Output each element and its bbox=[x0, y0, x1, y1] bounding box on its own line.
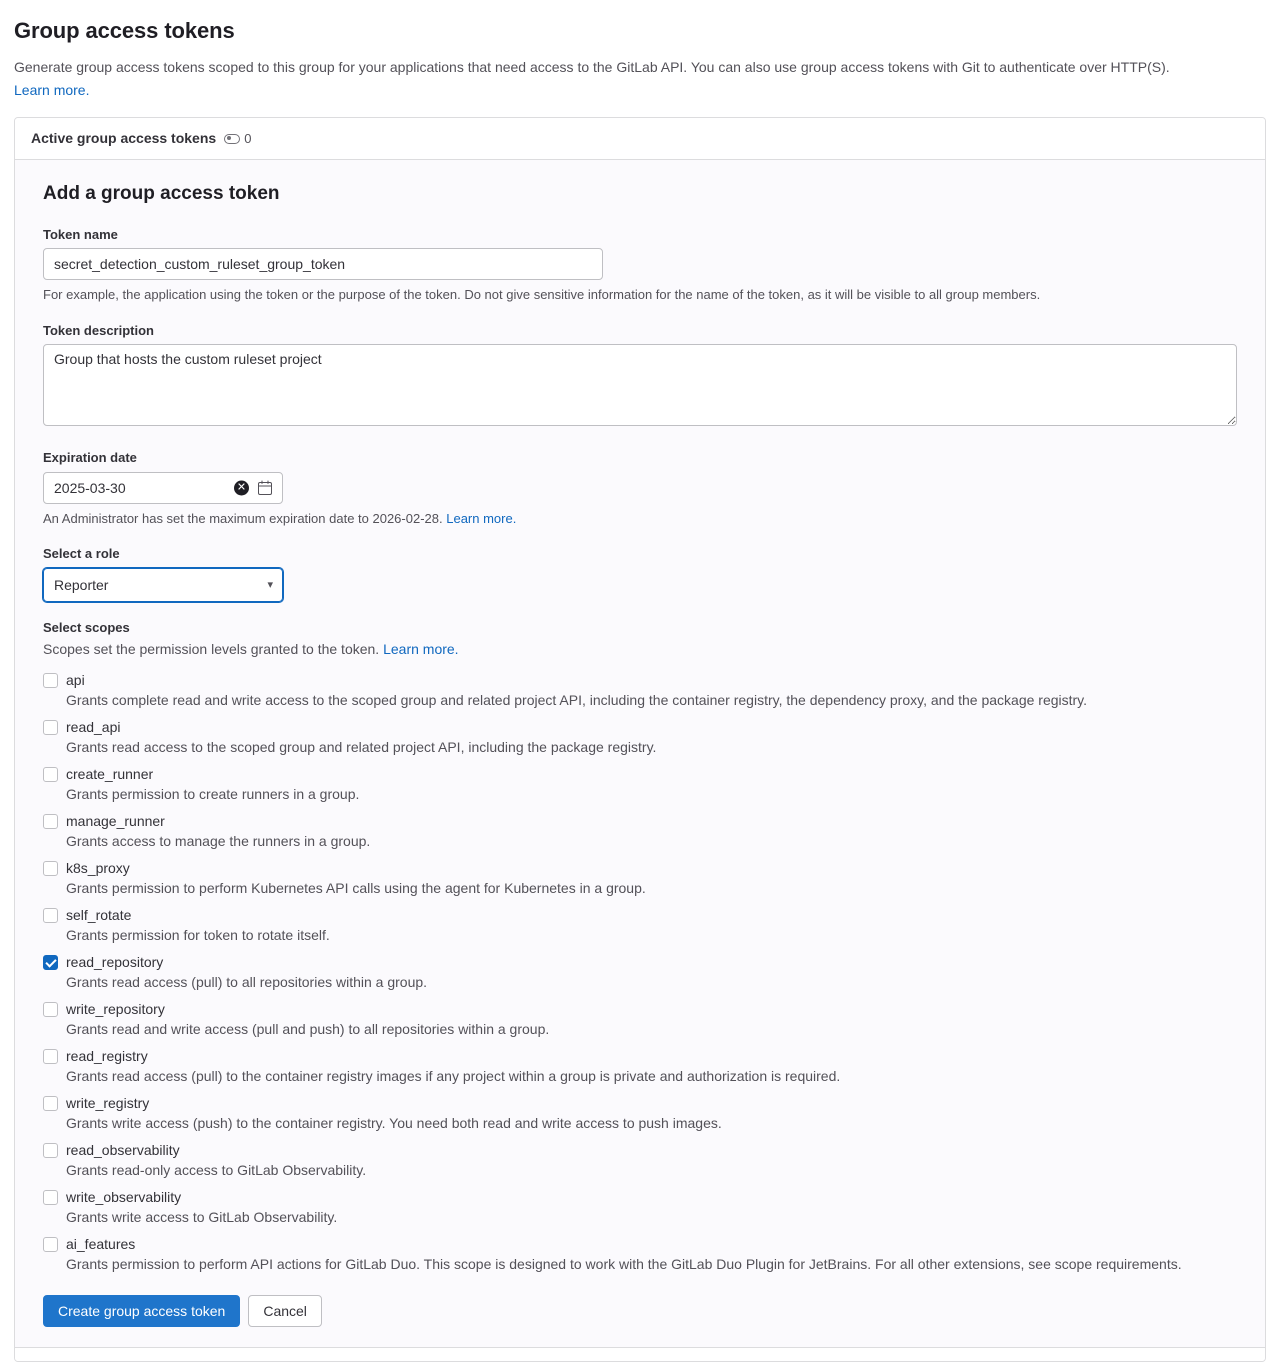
scope-description: Grants read access to the scoped group and related project API, including the package registry. bbox=[66, 739, 657, 755]
chevron-down-icon: ▾ bbox=[267, 578, 273, 591]
scope-description: Grants write access (push) to the container registry. You need both read and write access to push images. bbox=[66, 1115, 722, 1131]
scope-item bbox=[43, 952, 1237, 993]
scope-checkbox-read_api[interactable] bbox=[43, 720, 58, 735]
scope-item bbox=[43, 764, 1237, 805]
token-name-help: For example, the application using the token or the purpose of the token. Do not give sensitive information for the name of the token, as it will be visible to all group members. bbox=[43, 287, 1041, 302]
scope-name: read_registry bbox=[66, 1048, 148, 1064]
scope-item-line bbox=[43, 764, 1237, 785]
scope-name: read_api bbox=[66, 719, 121, 735]
create-group-access-token-button[interactable]: Create group access token bbox=[43, 1295, 240, 1327]
card-header bbox=[15, 118, 1265, 160]
page-title: Group access tokens bbox=[14, 18, 235, 43]
scope-checkbox-ai_features[interactable] bbox=[43, 1237, 58, 1252]
scope-item-line bbox=[43, 1140, 1237, 1161]
expiration-date-wrapper bbox=[43, 472, 283, 504]
scope-item-line bbox=[43, 1234, 1237, 1255]
scope-name: create_runner bbox=[66, 766, 154, 782]
scope-checkbox-read_registry[interactable] bbox=[43, 1049, 58, 1064]
scope-item bbox=[43, 999, 1237, 1040]
scopes-group bbox=[43, 618, 1237, 1276]
clear-date-icon[interactable]: ✕ bbox=[234, 480, 249, 495]
add-token-form bbox=[15, 160, 1265, 1347]
scope-description: Grants read access (pull) to all repositories within a group. bbox=[66, 974, 428, 990]
scope-item bbox=[43, 1093, 1237, 1134]
scope-checkbox-read_repository[interactable] bbox=[43, 955, 58, 970]
scope-item bbox=[43, 1234, 1237, 1275]
scope-name: ai_features bbox=[66, 1236, 136, 1252]
scope-item-line bbox=[43, 952, 1237, 973]
form-title: Add a group access token bbox=[43, 183, 280, 204]
expiration-learn-more-link[interactable]: Learn more. bbox=[446, 510, 517, 526]
scope-item-line bbox=[43, 858, 1237, 879]
scope-item bbox=[43, 858, 1237, 899]
scope-name: self_rotate bbox=[66, 907, 132, 923]
scope-description: Grants permission to perform API actions for GitLab Duo. This scope is designed to work with the GitLab Duo Plugin for JetBrains. For all other extensions, see scope requirements. bbox=[66, 1256, 1182, 1272]
active-tokens-count-badge bbox=[224, 129, 251, 149]
token-description-textarea[interactable] bbox=[43, 344, 1237, 426]
scope-item-line bbox=[43, 905, 1237, 926]
scope-checkbox-write_repository[interactable] bbox=[43, 1002, 58, 1017]
scope-name: k8s_proxy bbox=[66, 860, 130, 876]
scope-item bbox=[43, 717, 1237, 758]
scope-description: Grants permission to create runners in a group. bbox=[66, 786, 360, 802]
active-tokens-count: 0 bbox=[244, 130, 252, 146]
calendar-icon[interactable] bbox=[257, 480, 273, 496]
scope-item-line bbox=[43, 1093, 1237, 1114]
scope-item bbox=[43, 905, 1237, 946]
role-select[interactable] bbox=[43, 568, 283, 602]
scope-name: read_observability bbox=[66, 1142, 180, 1158]
expiration-date-group bbox=[43, 448, 1237, 528]
scope-name: write_observability bbox=[66, 1189, 182, 1205]
scope-description: Grants permission to perform Kubernetes API calls using the agent for Kubernetes in a group. bbox=[66, 880, 646, 896]
page-description bbox=[14, 57, 1254, 78]
scopes-subtext-text: Scopes set the permission levels granted to the token. bbox=[43, 641, 380, 657]
scope-item-line bbox=[43, 717, 1237, 738]
scope-item bbox=[43, 811, 1237, 852]
page-learn-more-link[interactable]: Learn more. bbox=[14, 82, 90, 98]
expiration-date-help bbox=[43, 509, 1237, 529]
scope-checkbox-manage_runner[interactable] bbox=[43, 814, 58, 829]
scope-description: Grants read-only access to GitLab Observability. bbox=[66, 1162, 367, 1178]
scope-description: Grants read and write access (pull and push) to all repositories within a group. bbox=[66, 1021, 550, 1037]
scope-name: write_registry bbox=[66, 1095, 150, 1111]
scope-name: api bbox=[66, 672, 85, 688]
scope-item-line bbox=[43, 999, 1237, 1020]
role-group bbox=[43, 544, 1237, 602]
scope-description: Grants read access (pull) to the container registry images if any project within a group is private and authorization is required. bbox=[66, 1068, 841, 1084]
card-footer bbox=[15, 1347, 1265, 1361]
scope-name: read_repository bbox=[66, 954, 164, 970]
scope-checkbox-write_registry[interactable] bbox=[43, 1096, 58, 1111]
scopes-label: Select scopes bbox=[43, 619, 130, 635]
scope-item bbox=[43, 1187, 1237, 1228]
scope-name: manage_runner bbox=[66, 813, 165, 829]
scope-item-line bbox=[43, 1046, 1237, 1067]
page-description-text: Generate group access tokens scoped to this group for your applications that need access to the GitLab API. You can also use group access tokens with Git to authenticate over HTTP(S). bbox=[14, 59, 1170, 75]
scope-item bbox=[43, 670, 1237, 711]
scope-checkbox-read_observability[interactable] bbox=[43, 1143, 58, 1158]
role-label: Select a role bbox=[43, 546, 120, 561]
token-name-group bbox=[43, 225, 1237, 305]
scope-name: write_repository bbox=[66, 1001, 165, 1017]
scope-checkbox-api[interactable] bbox=[43, 673, 58, 688]
token-description-group bbox=[43, 321, 1237, 433]
scope-checkbox-write_observability[interactable] bbox=[43, 1190, 58, 1205]
role-select-wrapper bbox=[43, 568, 283, 602]
scope-item-line bbox=[43, 1187, 1237, 1208]
scopes-learn-more-link[interactable]: Learn more. bbox=[383, 641, 459, 657]
cancel-button[interactable]: Cancel bbox=[248, 1295, 322, 1327]
token-description-label: Token description bbox=[43, 322, 154, 338]
token-name-input[interactable] bbox=[43, 248, 603, 280]
scope-item bbox=[43, 1046, 1237, 1087]
scope-checkbox-create_runner[interactable] bbox=[43, 767, 58, 782]
scopes-subtext bbox=[43, 639, 1237, 660]
scope-item-line bbox=[43, 811, 1237, 832]
scope-item-line bbox=[43, 670, 1237, 691]
scope-description: Grants write access to GitLab Observability. bbox=[66, 1209, 338, 1225]
scope-checkbox-k8s_proxy[interactable] bbox=[43, 861, 58, 876]
active-tokens-title: Active group access tokens bbox=[31, 130, 217, 146]
token-pill-icon bbox=[224, 134, 240, 144]
expiration-date-label: Expiration date bbox=[43, 450, 137, 465]
token-name-label: Token name bbox=[43, 226, 118, 242]
tokens-card bbox=[14, 117, 1266, 1362]
scope-item bbox=[43, 1140, 1237, 1181]
scopes-list bbox=[43, 670, 1237, 1275]
scope-description: Grants access to manage the runners in a group. bbox=[66, 833, 371, 849]
scope-description: Grants complete read and write access to the scoped group and related project API, including the container registry, the dependency proxy, and the package registry. bbox=[66, 692, 1088, 708]
scope-checkbox-self_rotate[interactable] bbox=[43, 908, 58, 923]
scope-description: Grants permission for token to rotate itself. bbox=[66, 927, 330, 943]
form-actions bbox=[43, 1295, 1237, 1327]
expiration-date-help-text: An Administrator has set the maximum expiration date to 2026-02-28. bbox=[43, 510, 443, 526]
